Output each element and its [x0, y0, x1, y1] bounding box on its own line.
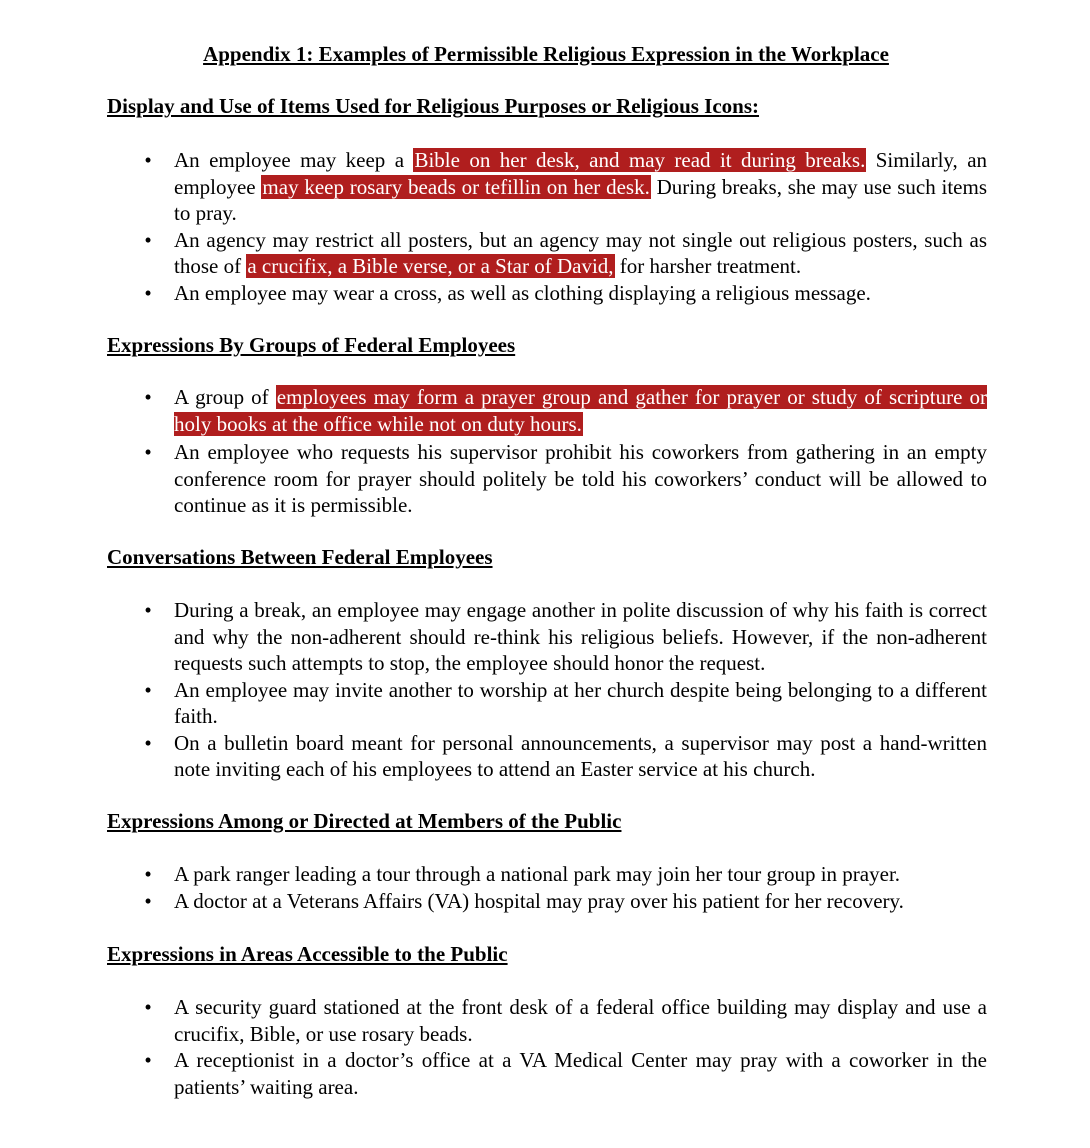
bullet-icon: •: [144, 280, 152, 305]
item-text-segment: Similarly, an employee: [174, 148, 988, 199]
item-text-segment: A security guard stationed at the front desk of a federal office building may display and use a crucifix, Bible, or use rosary beads.: [174, 995, 987, 1046]
bullet-icon: •: [144, 1048, 152, 1072]
bullet-icon: •: [144, 227, 152, 252]
list-item: [144, 888, 987, 915]
list-item: [144, 861, 987, 888]
item-text-segment: A receptionist in a doctor’s office at a VA Medical Center may pray with a coworker in the patients’ waiting area.: [174, 1048, 987, 1099]
item-text: [174, 281, 871, 305]
item-text-segment: During breaks, she may use such items to pray.: [174, 174, 987, 225]
item-text: [174, 889, 904, 913]
section-list-display-items: [144, 147, 988, 306]
bullet-icon: •: [144, 862, 152, 886]
section-list-groups: [144, 384, 987, 519]
item-text: [174, 385, 987, 436]
item-text-segment: An employee may wear a cross, as well as clothing displaying a religious message.: [174, 280, 871, 305]
item-text: [174, 862, 900, 886]
item-text: [174, 148, 987, 225]
highlighted-text: Bible on her desk, and may read it during breaks.: [414, 148, 866, 172]
item-text: [174, 598, 987, 675]
list-item: [144, 227, 987, 280]
item-text-segment: An employee who requests his supervisor prohibit his coworkers from gathering in an empty conference room for prayer should politely be told his coworkers’ conduct will be allowed to continue as it is permissible.: [174, 440, 987, 517]
bullet-icon: •: [144, 888, 152, 913]
item-text-segment: for harsher treatment.: [614, 254, 802, 278]
list-item: [144, 677, 987, 730]
list-item: [144, 730, 987, 783]
section-list-public: [144, 861, 987, 914]
list-item: [144, 597, 987, 677]
item-text-segment: On a bulletin board meant for personal announcements, a supervisor may post a hand-written note inviting each of his employees to attend an Easter service at his church.: [174, 730, 987, 781]
bullet-icon: •: [144, 995, 152, 1019]
list-item: [144, 439, 987, 519]
item-text: [174, 678, 987, 729]
highlighted-text: may keep rosary beads or tefillin on her desk.: [262, 174, 650, 199]
section-heading-groups: Expressions By Groups of Federal Employees: [107, 333, 516, 357]
bullet-icon: •: [144, 385, 152, 409]
item-text-segment: A park ranger leading a tour through a national park may join her tour group in prayer.: [174, 862, 901, 886]
section-heading-conversations: Conversations Between Federal Employees: [107, 545, 493, 569]
bullet-icon: •: [144, 440, 152, 464]
bullet-icon: •: [144, 677, 152, 702]
item-text: [174, 731, 987, 782]
section-list-conversations: [144, 597, 987, 783]
item-text-segment: During a break, an employee may engage another in polite discussion of why his faith is correct and why the non-adherent should re-think his religious beliefs. However, if the non-adherent requests such attempts to stop, the employee should honor the request.: [174, 598, 987, 675]
item-text-segment: An agency may restrict all posters, but an agency may not single out religious posters, such as those of: [174, 227, 987, 278]
document-title: Appendix 1: Examples of Permissible Religious Expression in the Workplace: [203, 42, 889, 66]
item-text-segment: A group of: [174, 385, 276, 409]
item-text: [174, 228, 987, 279]
item-text-segment: An employee may invite another to worship at her church despite being belonging to a different faith.: [174, 677, 987, 728]
section-heading-display-items: Display and Use of Items Used for Religious Purposes or Religious Icons:: [107, 94, 760, 118]
bullet-icon: •: [144, 148, 152, 172]
item-text: [174, 1048, 987, 1099]
item-text: [174, 440, 987, 517]
list-item: [144, 384, 987, 437]
section-heading-public-areas: Expressions in Areas Accessible to the Public: [107, 942, 508, 966]
bullet-icon: •: [144, 730, 152, 755]
list-item: [144, 994, 987, 1047]
item-text-segment: An employee may keep a: [174, 148, 414, 172]
section-heading-public: Expressions Among or Directed at Members of the Public: [107, 809, 622, 833]
section-list-public-areas: [144, 994, 987, 1100]
list-item: [144, 1047, 987, 1100]
highlighted-text: a crucifix, a Bible verse, or a Star of David,: [247, 254, 614, 278]
bullet-icon: •: [144, 598, 152, 622]
item-text: [174, 995, 987, 1046]
list-item: [144, 147, 988, 227]
list-item: [144, 280, 987, 307]
item-text-segment: A doctor at a Veterans Affairs (VA) hospital may pray over his patient for her recovery.: [174, 888, 904, 913]
highlighted-text: employees may form a prayer group and gather for prayer or study of scripture or holy books at the office while not on duty hours.: [174, 385, 987, 436]
